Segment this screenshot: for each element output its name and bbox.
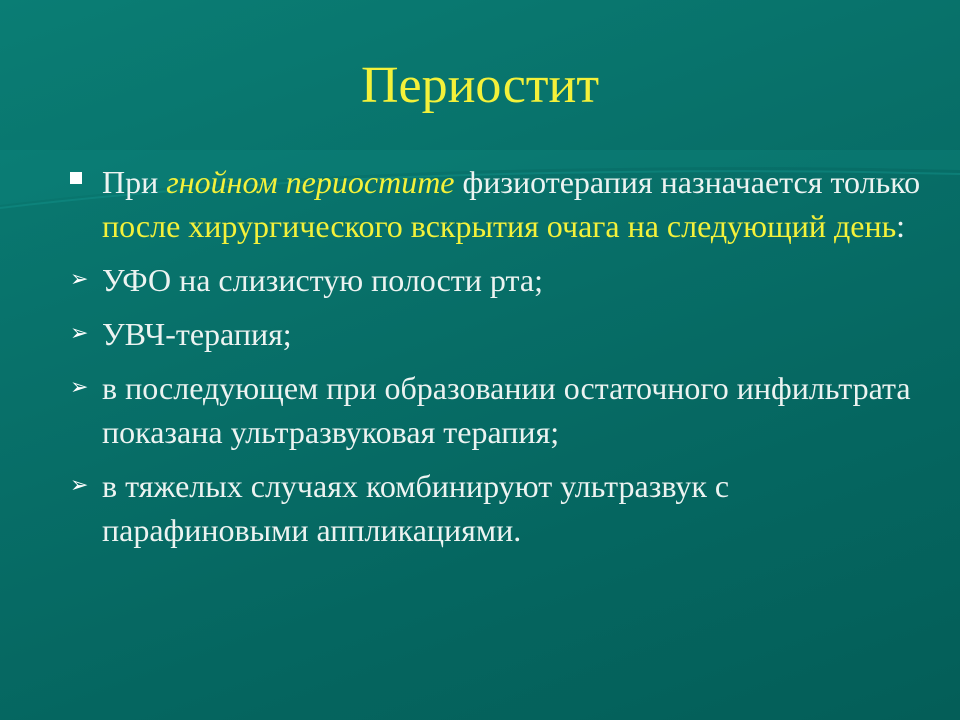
list-item-text: УФО на слизистую полости рта; [102, 262, 543, 298]
intro-text [102, 164, 920, 244]
list-item [70, 258, 930, 302]
list-item-text: в последующем при образовании остаточного инфильтрата показана ультразвуковая терапия; [102, 370, 911, 450]
arrow-bullet-icon: ➢ [70, 320, 89, 345]
square-bullet-icon [70, 160, 94, 204]
highlight-next-day: на следующий день [627, 208, 897, 244]
slide-title: Периостит [360, 57, 600, 114]
intro-text-part: : [896, 208, 906, 244]
intro-text-part: При [102, 164, 167, 200]
bullet-list [70, 160, 930, 552]
intro-bullet [70, 160, 930, 248]
list-item [70, 366, 930, 454]
highlight-purulent-periostitis: гнойном периостите [166, 164, 455, 200]
intro-text-part: физиотерапия назначается только [454, 164, 921, 200]
intro-text-part [620, 208, 628, 244]
list-item [70, 464, 930, 552]
highlight-after-surgery: после хирургического вскрытия очага [102, 208, 620, 244]
arrow-bullet-icon: ➢ [70, 266, 89, 291]
arrow-bullet-icon: ➢ [70, 374, 89, 399]
list-item [70, 312, 930, 356]
list-item-text: УВЧ-терапия; [102, 316, 292, 352]
arrow-bullet-icon: ➢ [70, 472, 89, 497]
list-item-text: в тяжелых случаях комбинируют ультразвук с парафиновыми аппликациями. [102, 468, 730, 548]
